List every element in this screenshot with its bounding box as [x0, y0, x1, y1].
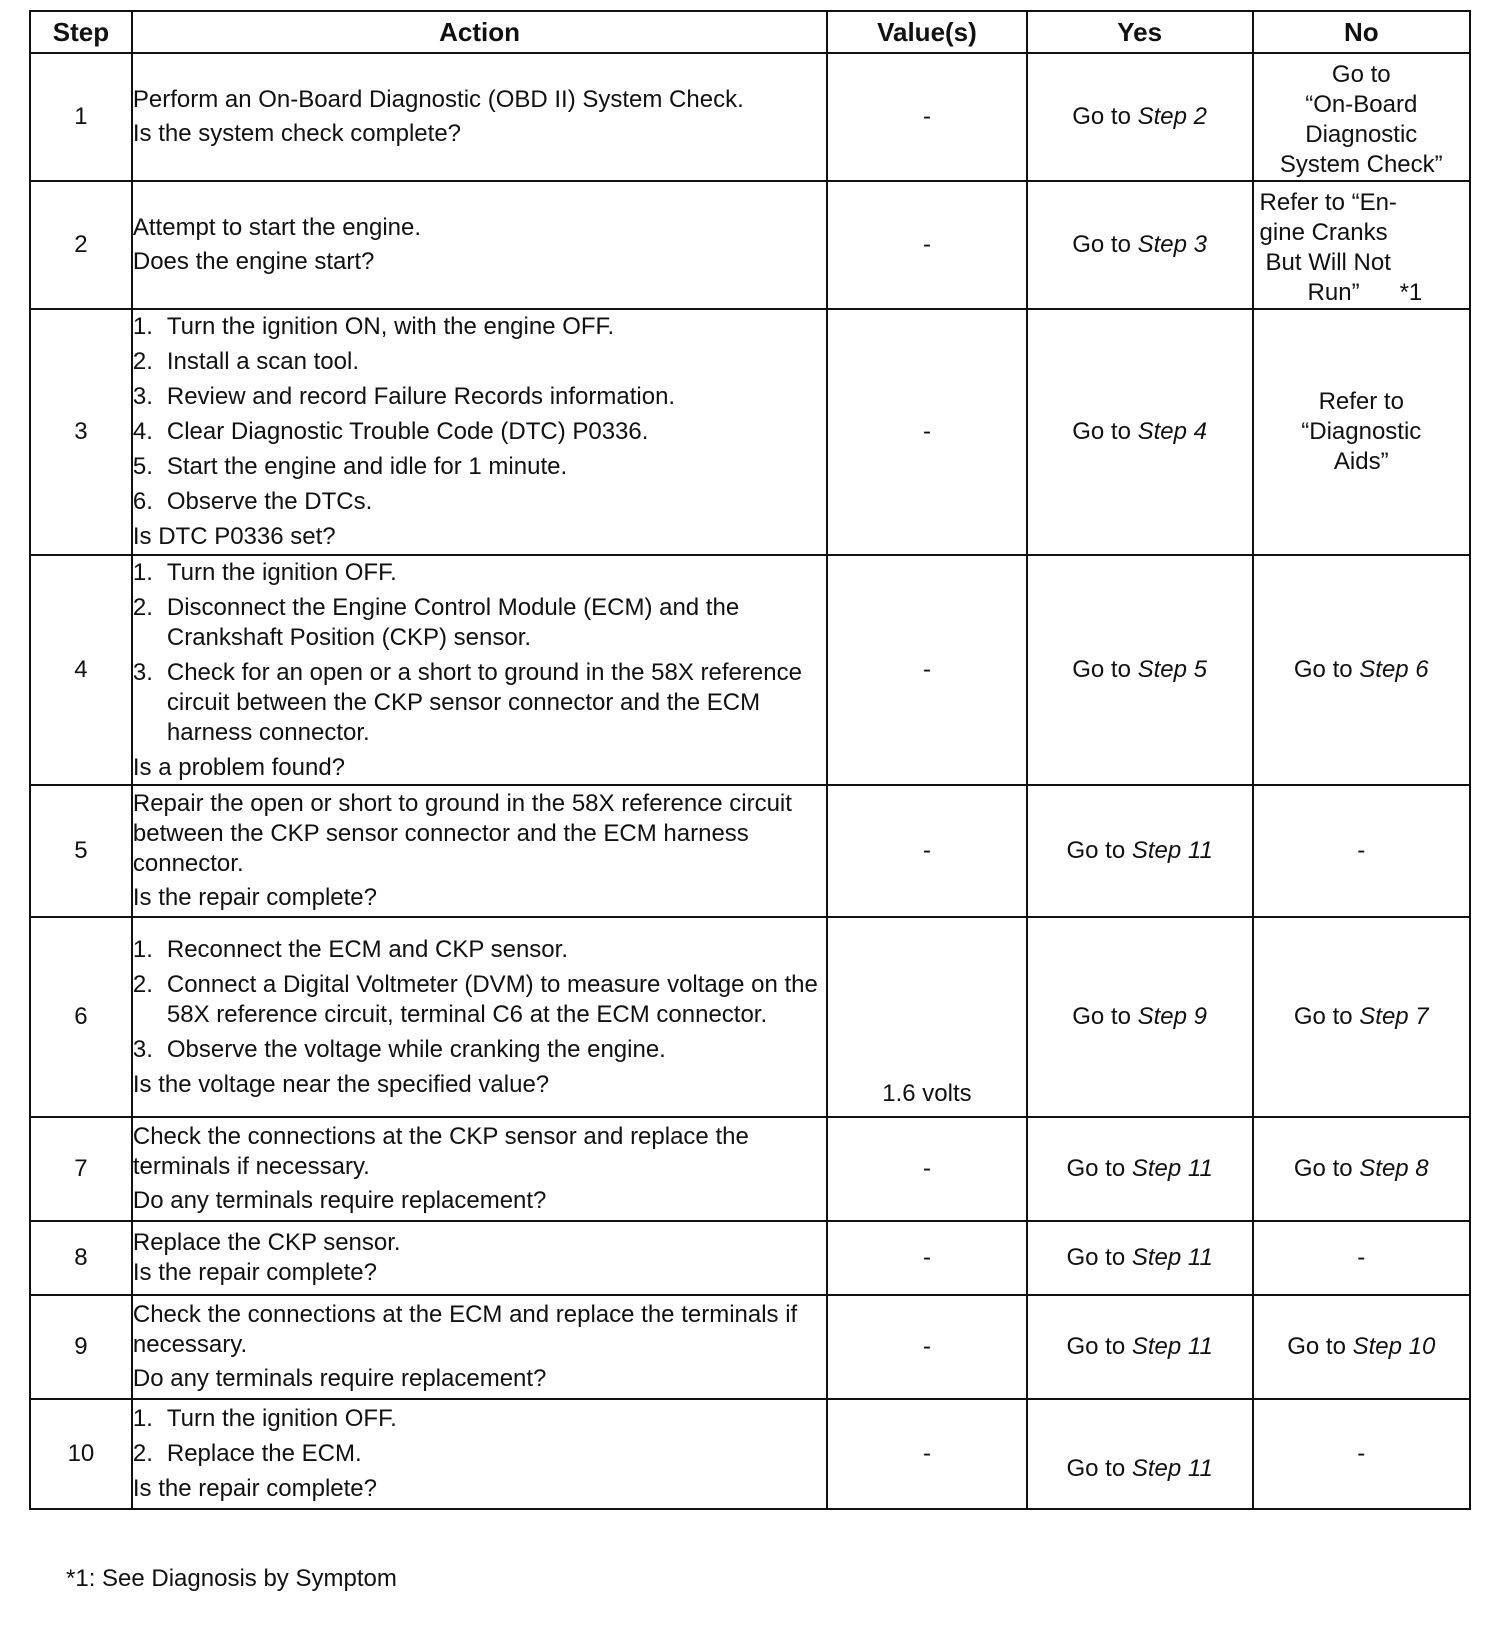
go-to-text: Go to: [1293, 1003, 1353, 1030]
action-text: Attempt to start the engine.: [132, 214, 422, 241]
yes-cell: [1027, 917, 1253, 1117]
header-action: Action: [132, 11, 827, 53]
yes-cell: [1027, 309, 1253, 555]
action-cell: [132, 53, 827, 181]
table-row: [30, 555, 1470, 785]
no-cell: [1253, 53, 1470, 181]
action-question: Do any terminals require replacement?: [132, 1187, 547, 1214]
no-text-line: “Diagnostic: [1301, 418, 1422, 445]
table-row: [30, 917, 1470, 1117]
action-question: Is the repair complete?: [132, 1475, 377, 1502]
value-cell: -: [827, 1399, 1027, 1509]
no-cell: [1253, 555, 1470, 785]
value-cell: -: [827, 1295, 1027, 1399]
action-text: Check the connections at the CKP sensor and replace the terminals if necessary.: [132, 1123, 749, 1180]
table-row: [30, 309, 1470, 555]
action-text: Perform an On-Board Diagnostic (OBD II) System Check.: [132, 86, 744, 113]
value-cell: -: [827, 555, 1027, 785]
step-number: 6: [30, 917, 132, 1117]
action-cell: [132, 917, 827, 1117]
action-list-item: 2. Connect a Digital Voltmeter (DVM) to measure voltage on the 58X reference circuit, terminal C6 at the ECM connector.: [132, 970, 818, 1028]
table-row: [30, 1295, 1470, 1399]
go-to-text: Go to: [1072, 656, 1131, 683]
go-to-text: Go to: [1066, 1244, 1126, 1271]
action-list-item: 4. Clear Diagnostic Trouble Code (DTC) P0336.: [132, 418, 649, 445]
go-to-text: Go to: [1072, 103, 1131, 130]
no-step-ref: Step 7: [1359, 1003, 1429, 1030]
header-yes: Yes: [1027, 11, 1253, 53]
step-number: 5: [30, 785, 132, 917]
diagnostic-table: [29, 10, 1471, 1510]
go-to-text: Go to: [1072, 418, 1131, 445]
header-no: No: [1253, 11, 1470, 53]
action-list-item: 3. Observe the voltage while cranking the engine.: [132, 1035, 666, 1063]
table-row: [30, 1117, 1470, 1221]
no-cell: [1253, 917, 1470, 1117]
action-list-item: 1. Turn the ignition OFF.: [132, 1405, 397, 1432]
yes-step-ref: Step 3: [1137, 231, 1208, 258]
go-to-text: Go to: [1293, 1155, 1353, 1182]
table-header-row: [30, 11, 1470, 53]
action-cell: [132, 1295, 827, 1399]
action-question: Do any terminals require replacement?: [132, 1365, 547, 1392]
no-text-line: System Check”: [1279, 151, 1443, 178]
action-cell: [132, 309, 827, 555]
action-question: Is DTC P0336 set?: [132, 523, 336, 550]
step-number: 2: [30, 181, 132, 309]
yes-cell: [1027, 1221, 1253, 1295]
step-number: 10: [30, 1399, 132, 1509]
go-to-text: Go to: [1066, 1333, 1126, 1360]
action-cell: [132, 1221, 827, 1295]
yes-step-ref: Step 11: [1131, 1155, 1213, 1182]
yes-cell: [1027, 1117, 1253, 1221]
action-list-item: 3. Check for an open or a short to ground in the 58X reference circuit between the CKP sensor connector and the ECM harness connector.: [132, 658, 802, 746]
action-question: Does the engine start?: [132, 248, 375, 275]
no-text-line: Aids”: [1333, 448, 1389, 475]
step-number: 4: [30, 555, 132, 785]
action-list-item: 2. Install a scan tool.: [132, 348, 359, 375]
yes-cell: [1027, 1399, 1253, 1509]
header-step: Step: [30, 11, 132, 53]
step-number: 8: [30, 1221, 132, 1295]
no-cell: [1253, 309, 1470, 555]
value-cell: -: [827, 1221, 1027, 1295]
action-list-item: 1. Turn the ignition ON, with the engine OFF.: [132, 313, 615, 340]
action-text: Check the connections at the ECM and replace the terminals if necessary.: [132, 1301, 798, 1358]
action-cell: [132, 555, 827, 785]
no-text-line: Go to: [1331, 61, 1391, 88]
action-cell: [132, 1117, 827, 1221]
action-question: Is a problem found?: [132, 753, 346, 781]
action-list-item: 6. Observe the DTCs.: [132, 488, 373, 515]
action-list-item: 2. Disconnect the Engine Control Module (ECM) and the Crankshaft Position (CKP) sensor.: [132, 593, 740, 651]
go-to-text: Go to: [1287, 1333, 1346, 1360]
action-cell: [132, 785, 827, 917]
action-question: Is the repair complete?: [132, 884, 377, 911]
action-question: Is the system check complete?: [132, 120, 462, 147]
value-cell: -: [827, 1117, 1027, 1221]
go-to-text: Go to: [1072, 1003, 1131, 1030]
no-text-line: But Will Not: [1265, 249, 1391, 276]
no-text-line: Refer to: [1318, 388, 1404, 415]
header-values: Value(s): [827, 11, 1027, 53]
table-row: [30, 1221, 1470, 1295]
value-cell: -: [827, 53, 1027, 181]
go-to-text: Go to: [1293, 656, 1353, 683]
no-text-line: “On-Board: [1305, 91, 1418, 118]
no-cell: [1253, 181, 1470, 309]
step-number: 3: [30, 309, 132, 555]
yes-cell: [1027, 785, 1253, 917]
no-step-ref: Step 6: [1359, 656, 1429, 683]
yes-cell: [1027, 1295, 1253, 1399]
value-cell: -: [827, 309, 1027, 555]
yes-cell: [1027, 555, 1253, 785]
yes-cell: [1027, 181, 1253, 309]
step-number: 9: [30, 1295, 132, 1399]
action-text: Replace the CKP sensor.: [132, 1229, 401, 1256]
action-list-item: 2. Replace the ECM.: [132, 1440, 362, 1467]
action-list-item: 1. Turn the ignition OFF.: [132, 558, 397, 586]
action-cell: [132, 1399, 827, 1509]
yes-step-ref: Step 5: [1137, 656, 1208, 683]
no-text-line: Refer to “En-: [1259, 189, 1397, 216]
value-cell: -: [827, 181, 1027, 309]
table-row: [30, 53, 1470, 181]
yes-step-ref: Step 11: [1131, 837, 1213, 864]
yes-step-ref: Step 2: [1137, 103, 1208, 130]
no-cell: [1253, 1295, 1470, 1399]
value-cell: [827, 917, 1027, 1117]
action-text: Repair the open or short to ground in the 58X reference circuit between the CKP sensor connector and the ECM harness connector.: [132, 790, 792, 877]
step-number: 1: [30, 53, 132, 181]
go-to-text: Go to: [1066, 837, 1126, 864]
value-cell: -: [827, 785, 1027, 917]
action-cell: [132, 181, 827, 309]
yes-cell: [1027, 53, 1253, 181]
go-to-text: Go to: [1066, 1455, 1126, 1482]
yes-step-ref: Step 11: [1131, 1333, 1213, 1360]
table-row: [30, 1399, 1470, 1509]
go-to-text: Go to: [1072, 231, 1131, 258]
action-list-item: 3. Review and record Failure Records information.: [132, 383, 676, 410]
value-text: 1.6 volts: [882, 1080, 972, 1107]
yes-step-ref: Step 11: [1131, 1455, 1213, 1482]
no-text-line: Run” *1: [1307, 279, 1423, 306]
yes-step-ref: Step 9: [1137, 1003, 1208, 1030]
action-list-item: 5. Start the engine and idle for 1 minute.: [132, 453, 568, 480]
no-step-ref: Step 10: [1352, 1333, 1436, 1360]
no-step-ref: Step 8: [1359, 1155, 1429, 1182]
action-list-item: 1. Reconnect the ECM and CKP sensor.: [132, 935, 568, 963]
footnote: *1: See Diagnosis by Symptom: [66, 1565, 397, 1592]
yes-step-ref: Step 4: [1137, 418, 1208, 445]
step-number: 7: [30, 1117, 132, 1221]
action-question: Is the repair complete?: [132, 1259, 377, 1286]
no-cell: -: [1253, 785, 1470, 917]
no-cell: -: [1253, 1221, 1470, 1295]
no-text-line: Diagnostic: [1305, 121, 1418, 148]
no-cell: -: [1253, 1399, 1470, 1509]
yes-step-ref: Step 11: [1131, 1244, 1213, 1271]
no-text-line: gine Cranks: [1259, 219, 1388, 246]
table-row: [30, 785, 1470, 917]
no-cell: [1253, 1117, 1470, 1221]
table-row: [30, 181, 1470, 309]
action-question: Is the voltage near the specified value?: [132, 1070, 550, 1098]
go-to-text: Go to: [1066, 1155, 1126, 1182]
